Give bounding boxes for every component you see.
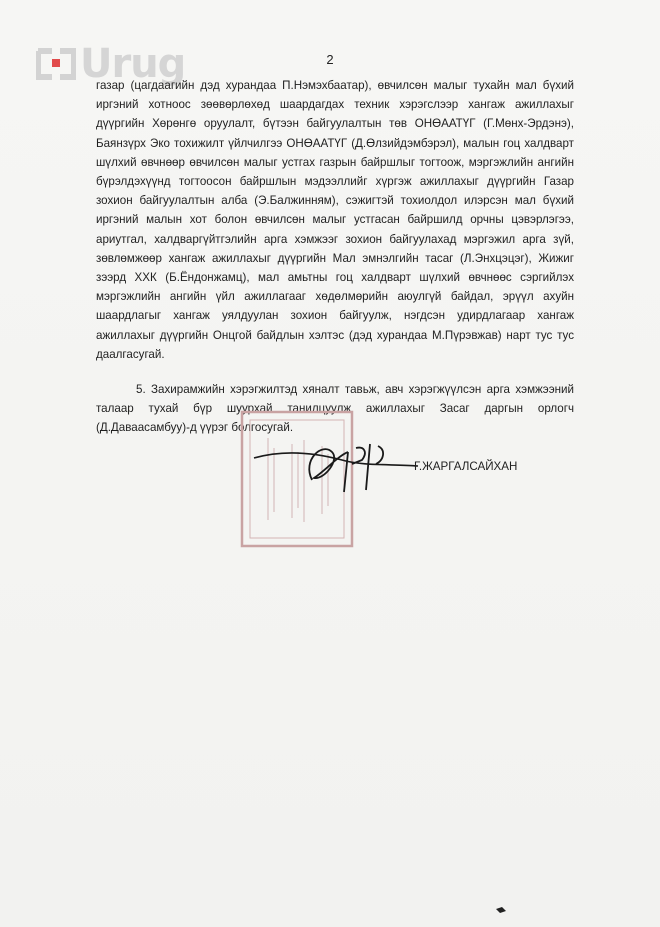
paragraph-item-5: 5. Захирамжийн хэрэгжилтэд хяналт тавьж, авч хэрэгжүүлсэн арга хэмжээний талаар тухай бүр шуурхай танилцуулж ажиллахыг Засаг даргын орлогч (Д.Даваасамбуу)-д үүрэг болгосугай. bbox=[96, 383, 574, 435]
page-number: 2 bbox=[326, 52, 334, 67]
paragraph-continuation: газар (цагдаагийн дэд хурандаа П.Нэмэхбаатар), өвчилсөн малыг тухайн мал бүхий иргэний хотноос зөөвөрлөхөд шаардагдах техник хэрэгслээр хангаж ажиллахыг дүүргийн Хөрөнгө оруулалт, бүтээн байгуулалтын төв ОНӨААТҮГ (Г.Мөнх-Эрдэнэ), Баянзүрх Эко тохижилт үйлчилгээ ОНӨААТҮГ (Д.Өлзийдэмбэрэл), малын гоц халдварт шүлхий өвчнөөр өвчилсөн малыг устгах газрын байршлыг тогтоож, мэргэжлийн ангийн бүрэлдэхүүнд тогтоосон байршлын мэдээллийг хүргэж ажиллахыг дүүргийн Газар зохион байгуулалтын алба (Э.Балжинням), сэжигтэй тохиолдол илэрсэн мал бүхий иргэний малын хот болон өвчилсөн малыг устгасан байршилд орчны цэвэрлэгээ, ариутгал, халдваргүйтгэлийн арга хэмжээг зохион байгуулахад мэргэжил арга зүй, зөвлөмжөөр хангаж ажиллахыг дүүргийн Мал эмнэлгийн тасаг (Л.Энхцэцэг), Жижиг зээрд ХХК (Б.Ёндонжамц), мал амьтны гоц халдварт шүлхий өвчнөөс сэргийлэх мэргэжлийн ангийн үйл ажиллагааг хөдөлмөрийн аюулгүй байдал, эрүүл ахуйн шаардлагыг хангаж уялдуулан зохион байгуулж, нэгдсэн удирдлагаар хангаж ажиллахыг дүүргийн Онцгой байдлын хэлтэс (дэд хурандаа М.Пүрэвжав) нарт тус тус даалгасугай. bbox=[96, 79, 574, 361]
document-body bbox=[96, 76, 574, 438]
watermark-text: Urug bbox=[80, 41, 186, 87]
handwritten-signature bbox=[252, 430, 422, 510]
stray-ink-mark bbox=[494, 903, 508, 915]
signer-name: Г.ЖАРГАЛСАЙХАН bbox=[414, 460, 518, 473]
